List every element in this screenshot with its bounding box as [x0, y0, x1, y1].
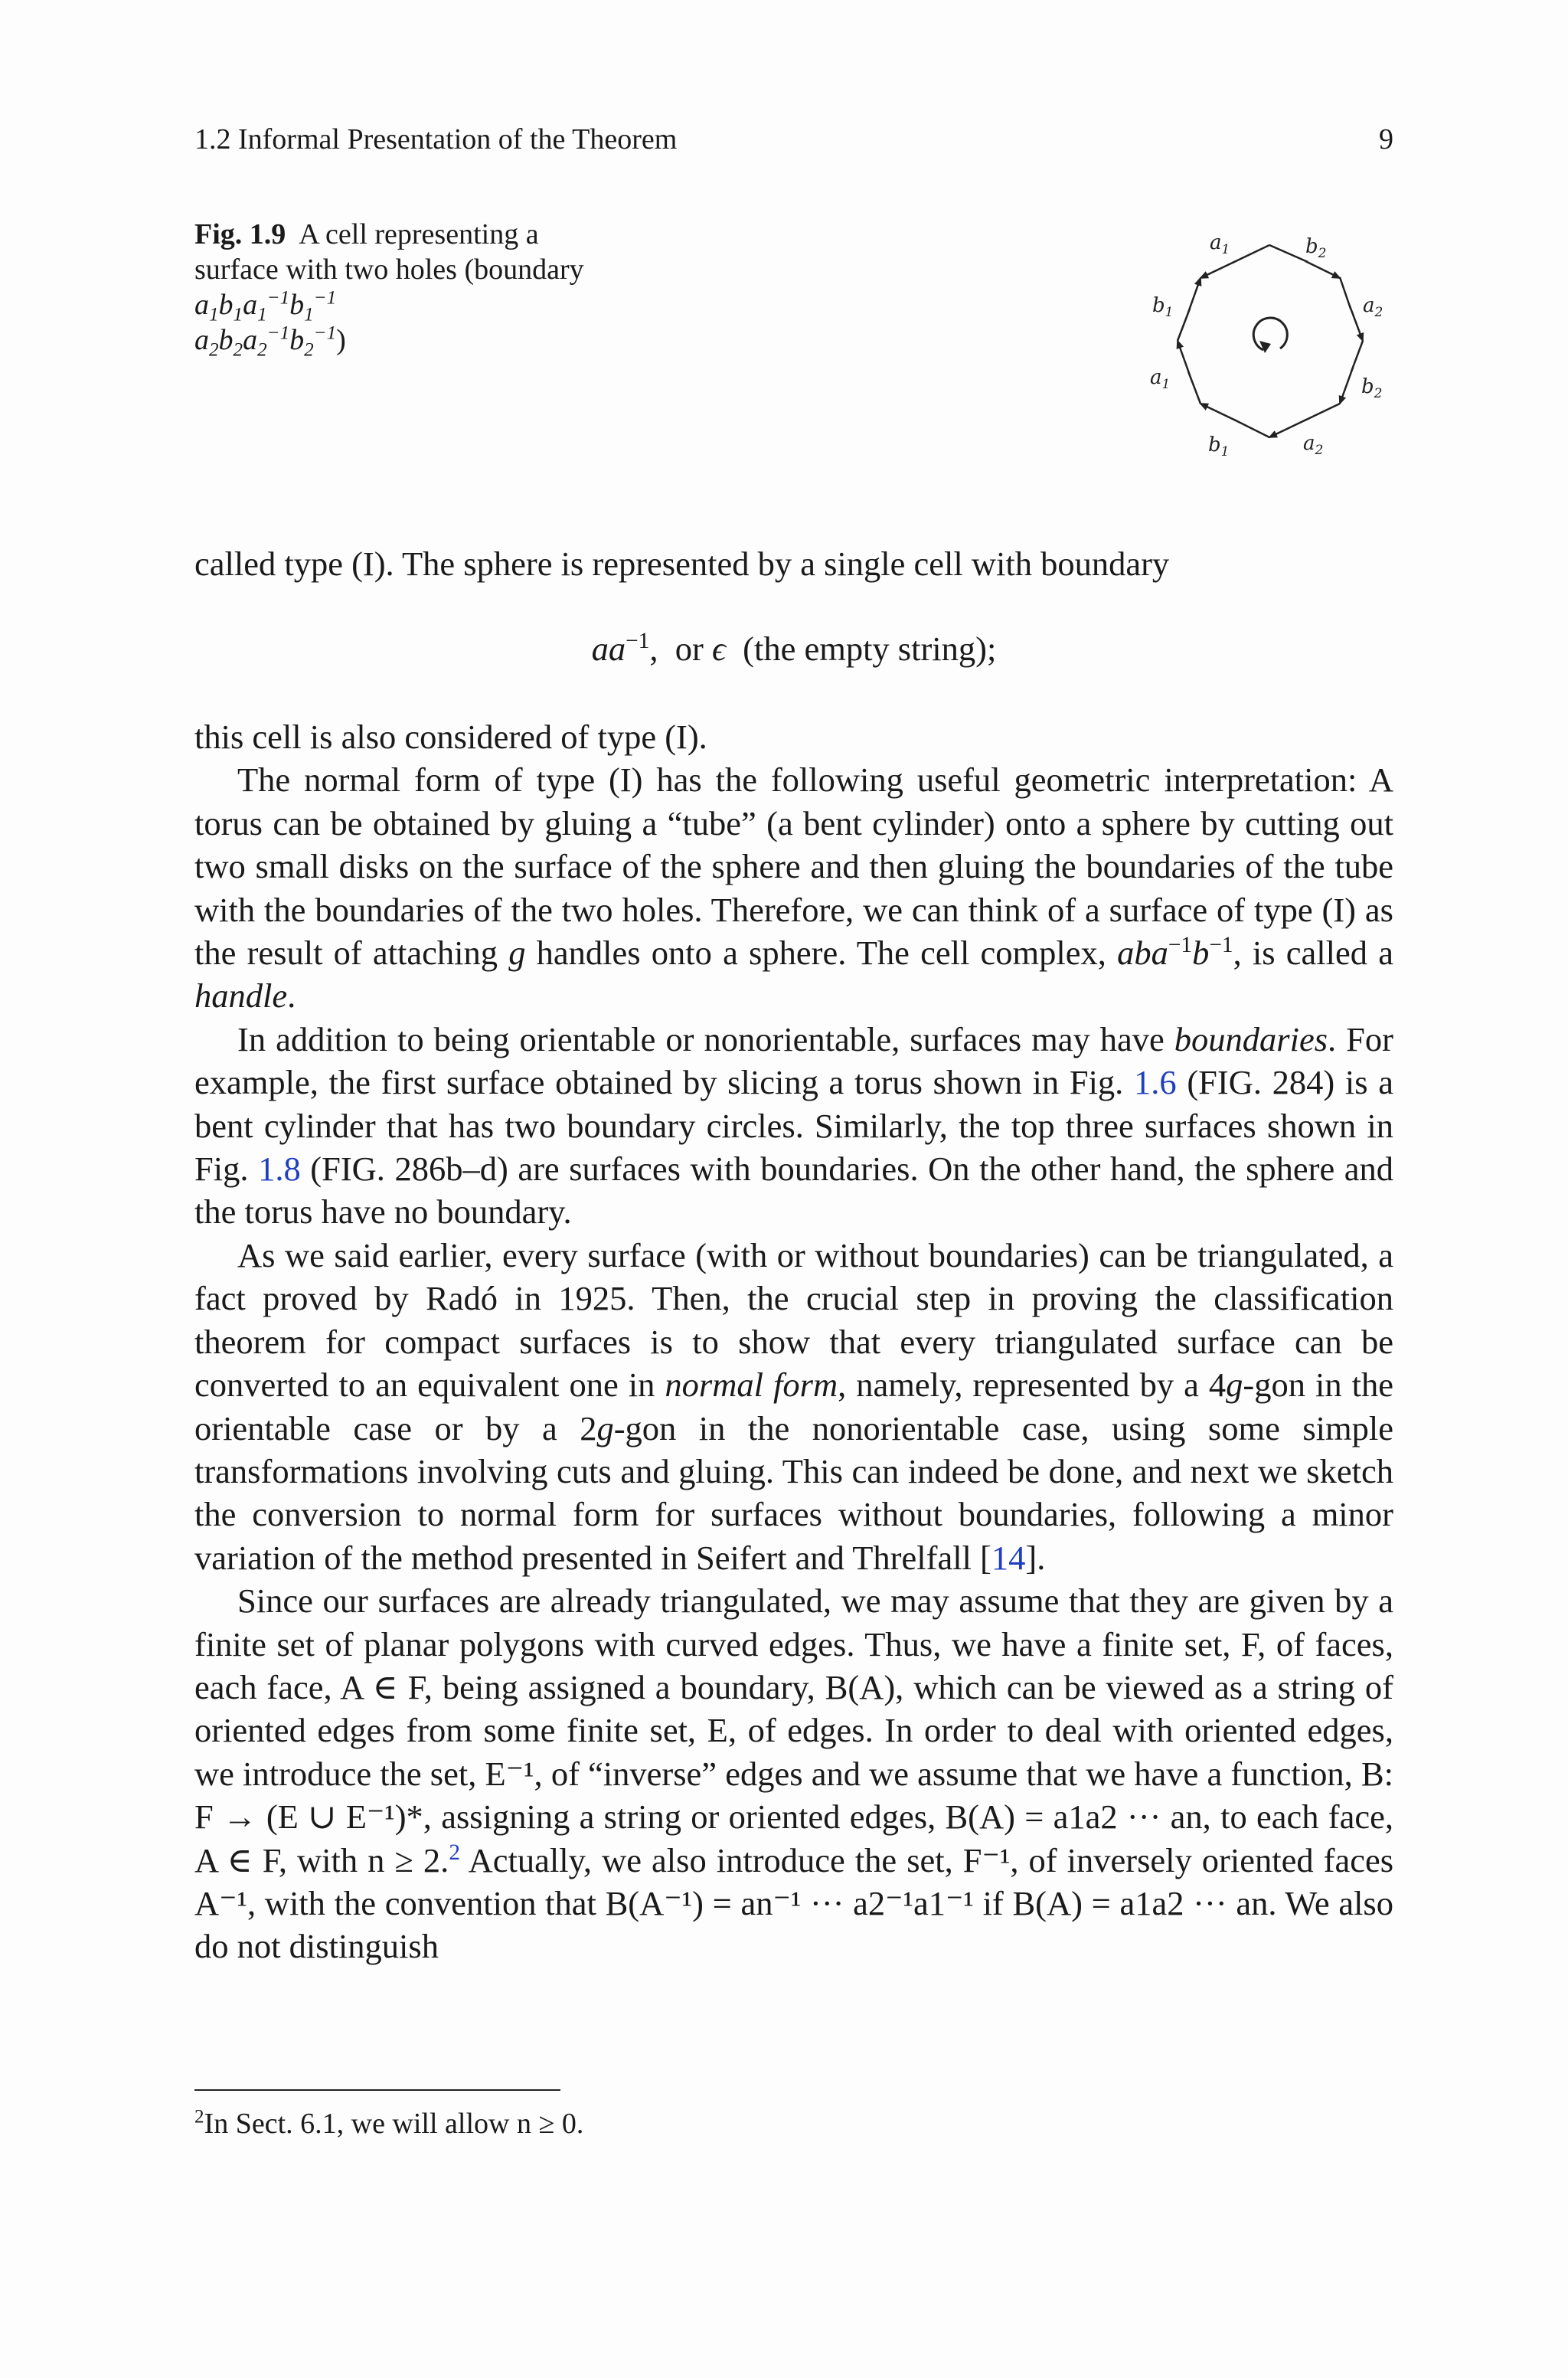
edge-label: $a_2$ — [1303, 432, 1324, 458]
edge-label: $a_1$ — [1150, 366, 1171, 392]
caption-formula-2: $a_2b_2a_2^{-1}b_2^{-1}$ — [194, 322, 337, 361]
edge-a1-top — [1200, 262, 1234, 278]
paragraph: The normal form of type (I) has the following useful geometric interpretation: A torus can be obtained by gluing a “tube” (a bent cylinder) onto a sphere by cutting out two small disks on the surface of the sphere and then gluing the boundaries of the tube with the boundaries of the two holes. Therefore, we can think of a surface of type (I) as the result of attaching g handles onto a sphere. The cell complex, $aba^{-1}b^{-1}$, is called a handle. — [194, 761, 1393, 1016]
citation-link[interactable]: 14 — [991, 1538, 1026, 1577]
edge-label: $b_2$ — [1361, 375, 1383, 401]
display-equation: $aa^{-1}$, or ϵ (the empty string); — [591, 629, 997, 668]
figure-label: Fig. 1.9 — [194, 218, 286, 250]
figure-link[interactable]: 1.6 — [1134, 1063, 1177, 1102]
figure-caption: Fig. 1.9 A cell representing a surface with two holes (boundary $a_1b_1a_1^{-1}b_1^{-1}$ $a_2b_2a_2^{-1}b_2^{-1}$) — [194, 218, 584, 361]
figure-link[interactable]: 1.8 — [258, 1150, 301, 1189]
edge-label: $b_1$ — [1208, 433, 1230, 460]
paragraph: In addition to being orientable or nonorientable, surfaces may have boundaries. For example, the first surface obtained by slicing a torus shown in Fig. 1.6 (FIG. 284) is a bent cylinder that has two boundary circles. Similarly, the top three surfaces shown in Fig. 1.8 (FIG. 286b–d) are surfaces with boundaries. On the other hand, the sphere and the torus have no boundary. — [194, 1019, 1394, 1232]
running-header: 1.2 Informal Presentation of the Theorem — [194, 123, 678, 155]
edge-a2-right — [1340, 277, 1351, 309]
edge-a1-left — [1188, 371, 1200, 404]
body-text — [194, 715, 1393, 1968]
paragraph: this cell is also considered of type (I). — [194, 718, 707, 756]
caption-text: A cell representing a surface with two holes (boundary — [194, 218, 584, 286]
edge-label: $a_1$ — [1210, 231, 1230, 257]
edge-b1-bottom — [1234, 420, 1269, 437]
caption-formula-1: $a_1b_1a_1^{-1}b_1^{-1}$ — [194, 287, 337, 325]
edge-label: $a_2$ — [1363, 294, 1383, 320]
formula: aba — [1117, 934, 1168, 973]
page-number: 9 — [1379, 123, 1393, 155]
paragraph: Since our surfaces are already triangulated, we may assume that they are given by a finite set of planar polygons with curved edges. Thus, we have a finite set, F, of faces, each face, A ∈ F, being assigned a boundary, B(A), which can be viewed as a string of oriented edges from some finite set, E, of edges. In order to deal with oriented edges, we introduce the set, E⁻¹, of “inverse” edges and we assume that we have a function, B: F → (E ∪ E⁻¹)*, assigning a string or oriented edges, B(A) = a1a2 ··· an, to each face, A ∈ F, with n ≥ 2.$^2$ Actually, we also introduce the set, F⁻¹, of inversely oriented faces A⁻¹, with the convention that B(A⁻¹) = an⁻¹ ··· a2⁻¹a1⁻¹ if B(A) = a1a2 ··· an. We also do not distinguish — [194, 1582, 1394, 1966]
edge-label: $b_1$ — [1152, 294, 1174, 320]
edge-a2-bottom — [1305, 404, 1340, 420]
footnote-link[interactable]: 2 — [449, 1840, 460, 1865]
octagon-figure — [1110, 218, 1432, 463]
edge-b1-left — [1178, 309, 1190, 341]
edge-b2-top — [1269, 245, 1308, 262]
edge-b2-right — [1351, 341, 1363, 371]
paragraph: As we said earlier, every surface (with or without boundaries) can be triangulated, a fact proved by Radó in 1925. Then, the crucial step in proving the classification theorem for compact surfaces is to show that every triangulated surface can be converted to an equivalent one in normal form, namely, represented by a 4g-gon in the orientable case or by a 2g-gon in the nonorientable case, using some simple transformations involving cuts and gluing. This can indeed be done, and next we sketch the conversion to normal form for surfaces without boundaries, following a minor variation of the method presented in Seifert and Threlfall [14]. — [194, 1235, 1393, 1577]
footnote: $^2$In Sect. 6.1, we will allow n ≥ 0. — [194, 2106, 584, 2140]
footnote-rule — [194, 2089, 560, 2091]
edge-label: $b_2$ — [1305, 235, 1327, 261]
orientation-arrow-icon — [1253, 318, 1287, 350]
paragraph-intro: called type (I). The sphere is represented by a single cell with boundary — [194, 545, 1170, 583]
